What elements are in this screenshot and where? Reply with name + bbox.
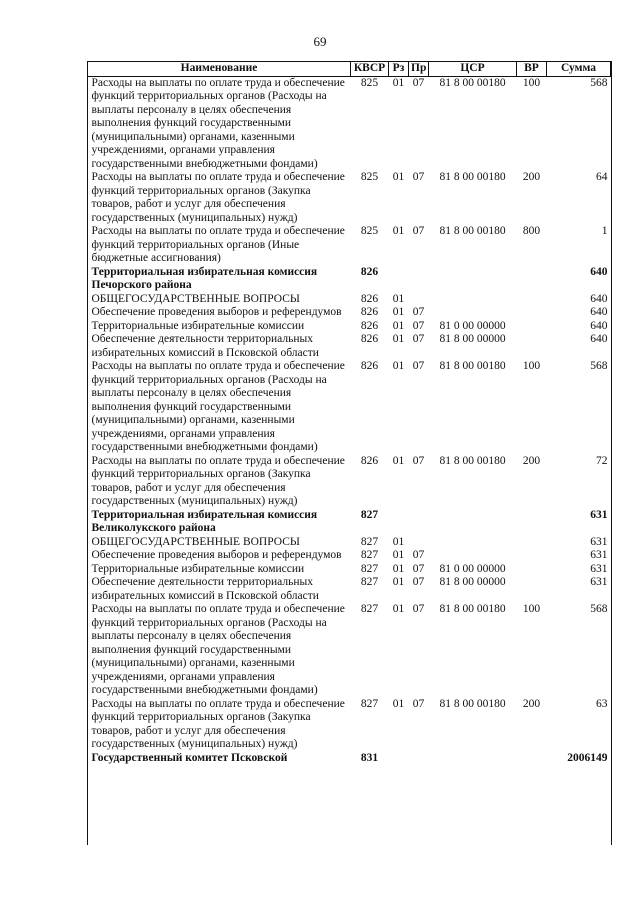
cell-name: Расходы на выплаты по оплате труда и обеспечение функций территориальных органов (Иные бюджетные ассигнования): [91, 225, 345, 264]
cell-rz: 01: [392, 333, 405, 345]
header-sum: Сумма: [547, 62, 611, 77]
cell-kvsr: 825: [360, 171, 379, 183]
cell-vr: [517, 576, 547, 603]
header-csr: ЦСР: [429, 62, 517, 77]
cell-csr: 81 0 00 00000: [439, 562, 506, 575]
cell-name: Территориальная избирательная комиссия Печорского района: [91, 265, 318, 291]
table-row: [88, 509, 611, 536]
cell-pr: 07: [412, 360, 425, 372]
cell-csr: [429, 536, 517, 550]
cell-vr: [517, 266, 547, 293]
cell-csr: [429, 293, 517, 307]
cell-name: Обеспечение проведения выборов и референдумов: [91, 306, 342, 318]
page-number: 69: [313, 34, 327, 49]
cell-rz: 01: [392, 225, 405, 237]
cell-pr: 07: [412, 697, 425, 710]
header-pr: Пр: [409, 62, 429, 77]
cell-rz: 01: [392, 535, 405, 548]
header-name: Наименование: [88, 62, 351, 77]
table-row: [88, 752, 611, 766]
cell-vr: 200: [522, 171, 541, 183]
cell-sum: 631: [590, 508, 608, 521]
cell-vr: [517, 549, 547, 563]
cell-vr: [517, 320, 547, 334]
cell-name: Расходы на выплаты по оплате труда и обеспечение функций территориальных органов (Расходы на выплаты персоналу в целях обеспечения выполнения функций государственными (муниципальными) органами, казенными учреждениями, органами управления государственными внебюджетными фондами): [91, 360, 345, 453]
cell-pr: 07: [412, 171, 425, 183]
cell-sum: 631: [590, 562, 608, 575]
cell-pr: 07: [412, 319, 425, 332]
cell-rz: 01: [392, 306, 405, 318]
cell-sum: 640: [590, 333, 608, 345]
cell-csr: 81 8 00 00180: [439, 225, 506, 237]
cell-kvsr: 827: [360, 508, 379, 521]
cell-kvsr: 827: [360, 576, 379, 588]
cell-name: Территориальные избирательные комиссии: [91, 562, 305, 575]
cell-csr: 81 8 00 00180: [439, 76, 506, 89]
cell-pr: 07: [412, 549, 425, 561]
cell-rz: 01: [392, 603, 405, 615]
table-row: [88, 306, 611, 320]
table-row: [88, 225, 611, 266]
cell-vr: [517, 293, 547, 307]
cell-vr: 800: [522, 225, 541, 237]
cell-kvsr: 826: [360, 360, 379, 372]
cell-sum: 568: [590, 76, 608, 89]
cell-sum: 63: [596, 697, 608, 710]
cell-name: ОБЩЕГОСУДАРСТВЕННЫЕ ВОПРОСЫ: [91, 292, 300, 305]
cell-name: Расходы на выплаты по оплате труда и обеспечение функций территориальных органов (Расходы на выплаты персоналу в целях обеспечения выполнения функций государственными (муниципальными) органами, казенными учреждениями, органами управления государственными внебюджетными фондами): [91, 603, 345, 696]
cell-csr: 81 8 00 00000: [439, 333, 506, 345]
cell-name: ОБЩЕГОСУДАРСТВЕННЫЕ ВОПРОСЫ: [91, 535, 300, 548]
table-row: [88, 266, 611, 293]
table-row: [88, 563, 611, 577]
table-row: [88, 549, 611, 563]
cell-pr: [409, 266, 429, 293]
cell-kvsr: 827: [360, 603, 379, 615]
cell-csr: [429, 306, 517, 320]
cell-pr: 07: [412, 76, 425, 89]
cell-kvsr: 831: [360, 751, 379, 764]
cell-rz: 01: [392, 292, 405, 305]
cell-pr: 07: [412, 225, 425, 237]
cell-sum: 631: [590, 549, 608, 561]
cell-csr: [429, 549, 517, 563]
cell-csr: 81 8 00 00180: [439, 697, 506, 710]
table-row: [88, 698, 611, 752]
cell-sum: 640: [590, 306, 608, 318]
cell-kvsr: 826: [360, 454, 379, 467]
table-row: [88, 603, 611, 698]
cell-name: Государственный комитет Псковской: [91, 751, 288, 764]
table-row: [88, 76, 611, 171]
cell-name: Территориальная избирательная комиссия Великолукского района: [91, 508, 318, 534]
table-row: [88, 576, 611, 603]
header-rz: Рз: [389, 62, 409, 77]
cell-pr: 07: [412, 454, 425, 467]
table-body: [88, 76, 611, 765]
cell-csr: [429, 266, 517, 293]
cell-kvsr: 826: [360, 333, 379, 345]
cell-csr: 81 8 00 00180: [439, 603, 506, 615]
cell-name: Расходы на выплаты по оплате труда и обеспечение функций территориальных органов (Закупка товаров, работ и услуг для обеспечения государственных (муниципальных) нужд): [91, 697, 345, 750]
table-row: [88, 455, 611, 509]
cell-vr: [517, 509, 547, 536]
cell-sum: 640: [590, 319, 608, 332]
cell-name: Расходы на выплаты по оплате труда и обеспечение функций территориальных органов (Закупка товаров, работ и услуг для обеспечения государственных (муниципальных) нужд): [91, 454, 345, 507]
cell-csr: [429, 752, 517, 766]
cell-pr: 07: [412, 306, 425, 318]
cell-rz: 01: [392, 171, 405, 183]
cell-sum: 640: [590, 292, 608, 305]
header-vr: ВР: [517, 62, 547, 77]
cell-rz: 01: [392, 549, 405, 561]
header-kvsr: КВСР: [351, 62, 389, 77]
cell-name: Обеспечение деятельности территориальных избирательных комиссий в Псковской области: [91, 576, 319, 602]
cell-csr: 81 8 00 00180: [439, 171, 506, 183]
table-row: [88, 320, 611, 334]
cell-csr: 81 0 00 00000: [439, 319, 506, 332]
cell-pr: 07: [412, 562, 425, 575]
cell-pr: [409, 293, 429, 307]
cell-csr: [429, 509, 517, 536]
cell-rz: 01: [392, 562, 405, 575]
cell-vr: [517, 333, 547, 360]
cell-kvsr: 825: [360, 225, 379, 237]
cell-pr: 07: [412, 333, 425, 345]
cell-vr: 200: [522, 697, 541, 710]
budget-table: [87, 61, 611, 765]
cell-vr: 100: [522, 603, 541, 615]
cell-rz: [389, 509, 409, 536]
cell-kvsr: 827: [360, 697, 379, 710]
cell-pr: [409, 752, 429, 766]
cell-rz: [389, 266, 409, 293]
cell-sum: 64: [596, 171, 608, 183]
cell-vr: 200: [522, 454, 541, 467]
cell-rz: 01: [392, 576, 405, 588]
cell-pr: [409, 509, 429, 536]
cell-vr: [517, 563, 547, 577]
cell-rz: 01: [392, 454, 405, 467]
cell-rz: [389, 752, 409, 766]
cell-csr: 81 8 00 00180: [439, 360, 506, 372]
cell-pr: 07: [412, 603, 425, 615]
table-header-row: [88, 62, 611, 77]
cell-kvsr: 827: [360, 535, 379, 548]
cell-name: Обеспечение проведения выборов и референдумов: [91, 549, 342, 561]
cell-kvsr: 827: [360, 562, 379, 575]
cell-rz: 01: [392, 360, 405, 372]
cell-kvsr: 826: [360, 306, 379, 318]
cell-sum: 631: [590, 576, 608, 588]
cell-name: Расходы на выплаты по оплате труда и обеспечение функций территориальных органов (Закупка товаров, работ и услуг для обеспечения государственных (муниципальных) нужд): [91, 171, 345, 224]
cell-sum: 568: [590, 360, 608, 372]
table-row: [88, 536, 611, 550]
cell-kvsr: 826: [360, 319, 379, 332]
cell-sum: 1: [601, 225, 608, 237]
cell-name: Обеспечение деятельности территориальных избирательных комиссий в Псковской области: [91, 333, 319, 359]
cell-vr: [517, 752, 547, 766]
cell-sum: 568: [590, 603, 608, 615]
cell-sum: 72: [596, 454, 608, 467]
table-row: [88, 360, 611, 455]
table-row: [88, 333, 611, 360]
cell-pr: [409, 536, 429, 550]
cell-vr: 100: [522, 76, 541, 89]
cell-rz: 01: [392, 319, 405, 332]
cell-rz: 01: [392, 697, 405, 710]
cell-kvsr: 827: [360, 549, 379, 561]
cell-vr: 100: [522, 360, 541, 372]
cell-vr: [517, 536, 547, 550]
cell-pr: 07: [412, 576, 425, 588]
cell-sum: 640: [590, 265, 608, 278]
cell-csr: 81 8 00 00180: [439, 454, 506, 467]
cell-kvsr: 826: [360, 265, 379, 278]
cell-name: Расходы на выплаты по оплате труда и обеспечение функций территориальных органов (Расходы на выплаты персоналу в целях обеспечения выполнения функций государственными (муниципальными) органами, казенными учреждениями, органами управления государственными внебюджетными фондами): [91, 76, 345, 170]
cell-sum: 2006149: [567, 751, 608, 764]
cell-name: Территориальные избирательные комиссии: [91, 319, 305, 332]
table-row: [88, 293, 611, 307]
cell-csr: 81 8 00 00000: [439, 576, 506, 588]
cell-vr: [517, 306, 547, 320]
cell-sum: 631: [590, 535, 608, 548]
cell-rz: 01: [392, 76, 405, 89]
cell-kvsr: 825: [360, 76, 379, 89]
cell-kvsr: 826: [360, 292, 379, 305]
table-row: [88, 171, 611, 225]
